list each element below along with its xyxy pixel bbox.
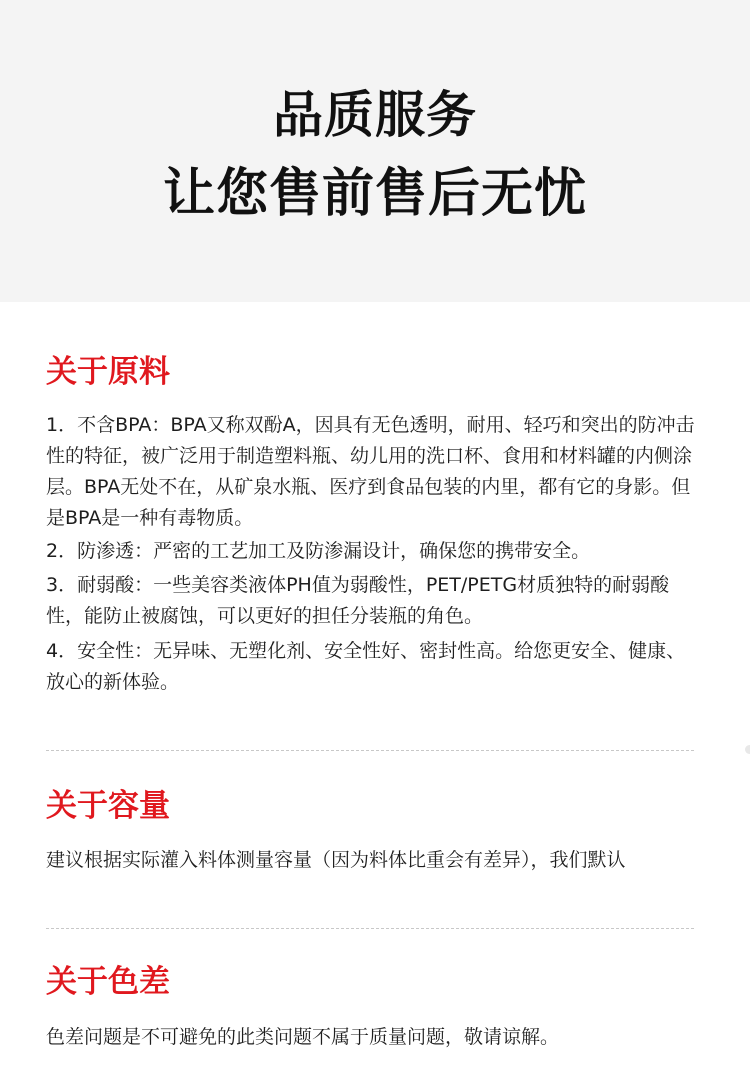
capacity-text: 建议根据实际灌入料体测量容量（因为料体比重会有差异），我们默认	[46, 849, 626, 871]
section-divider	[46, 928, 694, 929]
edge-dot	[745, 745, 750, 754]
section-title-raw-material: 关于原料	[46, 354, 170, 390]
raw-material-item-3: 3．耐弱酸：一些美容类液体PH值为弱酸性，PET/PETG材质独特的耐弱酸性，能防止被腐蚀，可以更好的担任分装瓶的角色。	[46, 574, 670, 627]
hero-banner	[0, 0, 750, 302]
section-divider	[46, 750, 694, 751]
raw-material-item-2: 2．防渗透：严密的工艺加工及防渗漏设计，确保您的携带安全。	[46, 540, 591, 562]
color-difference-text: 色差问题是不可避免的此类问题不属于质量问题，敬请谅解。	[46, 1026, 560, 1048]
raw-material-item-1: 1．不含BPA：BPA又称双酚A，因具有无色透明，耐用、轻巧和突出的防冲击性的特征，被广泛用于制造塑料瓶、幼儿用的洗口杯、食用和材料罐的内侧涂层。BPA无处不在，从矿泉水瓶、医疗到食品包装的内里，都有它的身影。但是BPA是一种有毒物质。	[46, 414, 695, 529]
raw-material-item-4: 4．安全性：无异味、无塑化剂、安全性好、密封性高。给您更安全、健康、放心的新体验。	[46, 640, 686, 693]
section-title-color-difference: 关于色差	[46, 964, 170, 1000]
section-title-capacity: 关于容量	[46, 788, 170, 824]
hero-title: 品质服务	[273, 86, 477, 144]
hero-subtitle: 让您售前售后无忧	[162, 164, 587, 224]
